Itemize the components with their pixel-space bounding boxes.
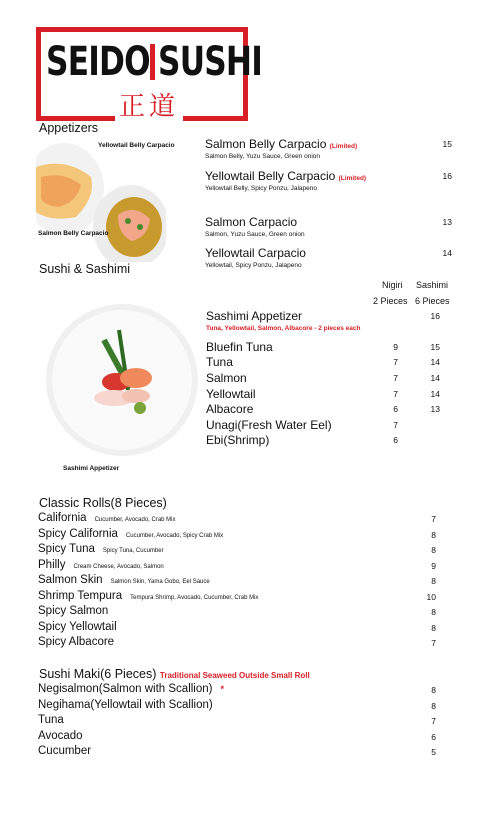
roll-price: 8 (431, 607, 436, 617)
roll-item: Philly Cream Cheese, Avocado, Salmon (38, 559, 164, 571)
menu-item-desc: Yellowtail Belly, Spicy Ponzu, Jalapeno (205, 185, 318, 192)
appetizers-photo-illustration (36, 137, 166, 262)
roll-price: 10 (426, 592, 436, 602)
roll-item: Shrimp Tempura Tempura Shrimp, Avocado, Cucumber, Crab Mix (38, 590, 259, 602)
maki-price: 7 (431, 716, 436, 726)
roll-desc: Salmon Skin, Yama Gobo, Eel Sauce (110, 579, 210, 585)
roll-price: 7 (431, 514, 436, 524)
col-sub-sashimi: 6 Pieces (415, 296, 450, 306)
logo-divider (150, 44, 155, 80)
menu-item-desc: Tuna, Yellowtail, Salmon, Albacore - 2 pieces each (206, 325, 361, 332)
menu-item-name: Ebi(Shrimp) (206, 433, 270, 447)
menu-item-name: Tuna (206, 355, 233, 369)
roll-item: Spicy California Cucumber, Avocado, Spicy Crab Mix (38, 528, 224, 540)
maki-item: Negihama(Yellowtail with Scallion) (38, 699, 213, 711)
nigiri-price: 7 (393, 420, 398, 430)
photo-caption-sashimi: Sashimi Appetizer (63, 465, 120, 472)
limited-badge: (Limited) (329, 143, 358, 150)
col-header-sashimi: Sashimi (416, 280, 449, 290)
roll-item: California Cucumber, Avocado, Crab Mix (38, 512, 176, 524)
roll-item: Salmon Skin Salmon Skin, Yama Gobo, Eel Sauce (38, 574, 210, 586)
photo-caption-yellowtail: Yellowtail Belly Carpacio (98, 142, 175, 149)
maki-price: 8 (431, 701, 436, 711)
sushi-sashimi-title: Sushi & Sashimi (39, 262, 131, 276)
menu-item-name: Unagi(Fresh Water Eel) (206, 418, 332, 432)
maki-mark: * (220, 684, 225, 694)
sushi-maki-note: Traditional Seaweed Outside Small Roll (159, 671, 310, 680)
roll-desc: Cucumber, Avocado, Crab Mix (94, 517, 176, 523)
menu-item-name: Sashimi Appetizer (206, 309, 303, 323)
photo-caption-salmon: Salmon Belly Carpacio (38, 230, 109, 237)
roll-price: 9 (431, 561, 436, 571)
menu-item-name: Salmon Carpacio (205, 215, 298, 229)
menu-item-name: Yellowtail Carpacio (205, 246, 306, 260)
sashimi-photo-illustration (44, 300, 200, 460)
maki-price: 5 (431, 747, 436, 757)
menu-item-desc: Yellowtail, Spicy Ponzu, Jalapeno (205, 262, 302, 269)
nigiri-price: 6 (393, 404, 398, 414)
sushi-maki-title: Sushi Maki(6 Pieces) Traditional Seaweed Outside Small Roll (39, 667, 310, 681)
maki-item: Cucumber (38, 745, 92, 757)
roll-desc: Cream Cheese, Avocado, Salmon (73, 564, 164, 570)
menu-item-name: Bluefin Tuna (206, 340, 273, 354)
maki-price: 6 (431, 732, 436, 742)
classic-rolls-title: Classic Rolls(8 Pieces) (39, 496, 167, 510)
menu-item-name: Yellowtail (206, 387, 256, 401)
logo-word-left: SEIDO (46, 39, 150, 85)
roll-price: 8 (431, 545, 436, 555)
sashimi-price: 14 (430, 373, 440, 383)
maki-price: 8 (431, 685, 436, 695)
nigiri-price: 6 (393, 435, 398, 445)
menu-item-price: 16 (430, 311, 440, 321)
roll-desc: Spicy Tuna, Cucumber (102, 548, 164, 554)
roll-price: 8 (431, 530, 436, 540)
appetizers-photo (36, 137, 166, 262)
menu-item-price: 15 (442, 139, 452, 149)
maki-item: Negisalmon(Salmon with Scallion) * (38, 683, 225, 695)
nigiri-price: 7 (393, 373, 398, 383)
roll-price: 8 (431, 576, 436, 586)
maki-item: Tuna (38, 714, 64, 726)
maki-item: Avocado (38, 730, 83, 742)
logo-word-right: SUSHI (158, 39, 263, 85)
roll-desc: Tempura Shrimp, Avocado, Cucumber, Crab Mix (130, 595, 259, 601)
nigiri-price: 7 (393, 389, 398, 399)
roll-item: Spicy Yellowtail (38, 621, 117, 633)
limited-badge: (Limited) (338, 175, 367, 182)
nigiri-price: 7 (393, 357, 398, 367)
menu-item-price: 16 (442, 171, 452, 181)
roll-item: Spicy Tuna Spicy Tuna, Cucumber (38, 543, 164, 555)
roll-desc: Cucumber, Avocado, Spicy Crab Mix (125, 533, 224, 539)
menu-item-price: 13 (442, 217, 452, 227)
roll-price: 7 (431, 638, 436, 648)
roll-item: Spicy Salmon (38, 605, 109, 617)
roll-item: Spicy Albacore (38, 636, 115, 648)
col-sub-nigiri: 2 Pieces (373, 296, 408, 306)
menu-item-desc: Salmon Belly, Yuzu Sauce, Green onion (205, 153, 321, 160)
sashimi-price: 13 (430, 404, 440, 414)
menu-item-name: Albacore (206, 402, 254, 416)
appetizers-title: Appetizers (39, 121, 99, 135)
sashimi-price: 15 (430, 342, 440, 352)
col-header-nigiri: Nigiri (382, 280, 403, 290)
sashimi-photo (44, 300, 200, 460)
roll-price: 8 (431, 623, 436, 633)
menu-item-name: Salmon (206, 371, 247, 385)
nigiri-price: 9 (393, 342, 398, 352)
sashimi-price: 14 (430, 389, 440, 399)
logo-kanji: 正道 (115, 92, 183, 122)
menu-item-desc: Salmon, Yuzu Sauce, Green onion (205, 231, 305, 238)
sashimi-price: 14 (430, 357, 440, 367)
menu-item-name: Salmon Belly Carpacio (Limited) (205, 137, 358, 151)
menu-item-price: 14 (442, 248, 452, 258)
menu-item-name: Yellowtail Belly Carpacio (Limited) (205, 169, 367, 183)
